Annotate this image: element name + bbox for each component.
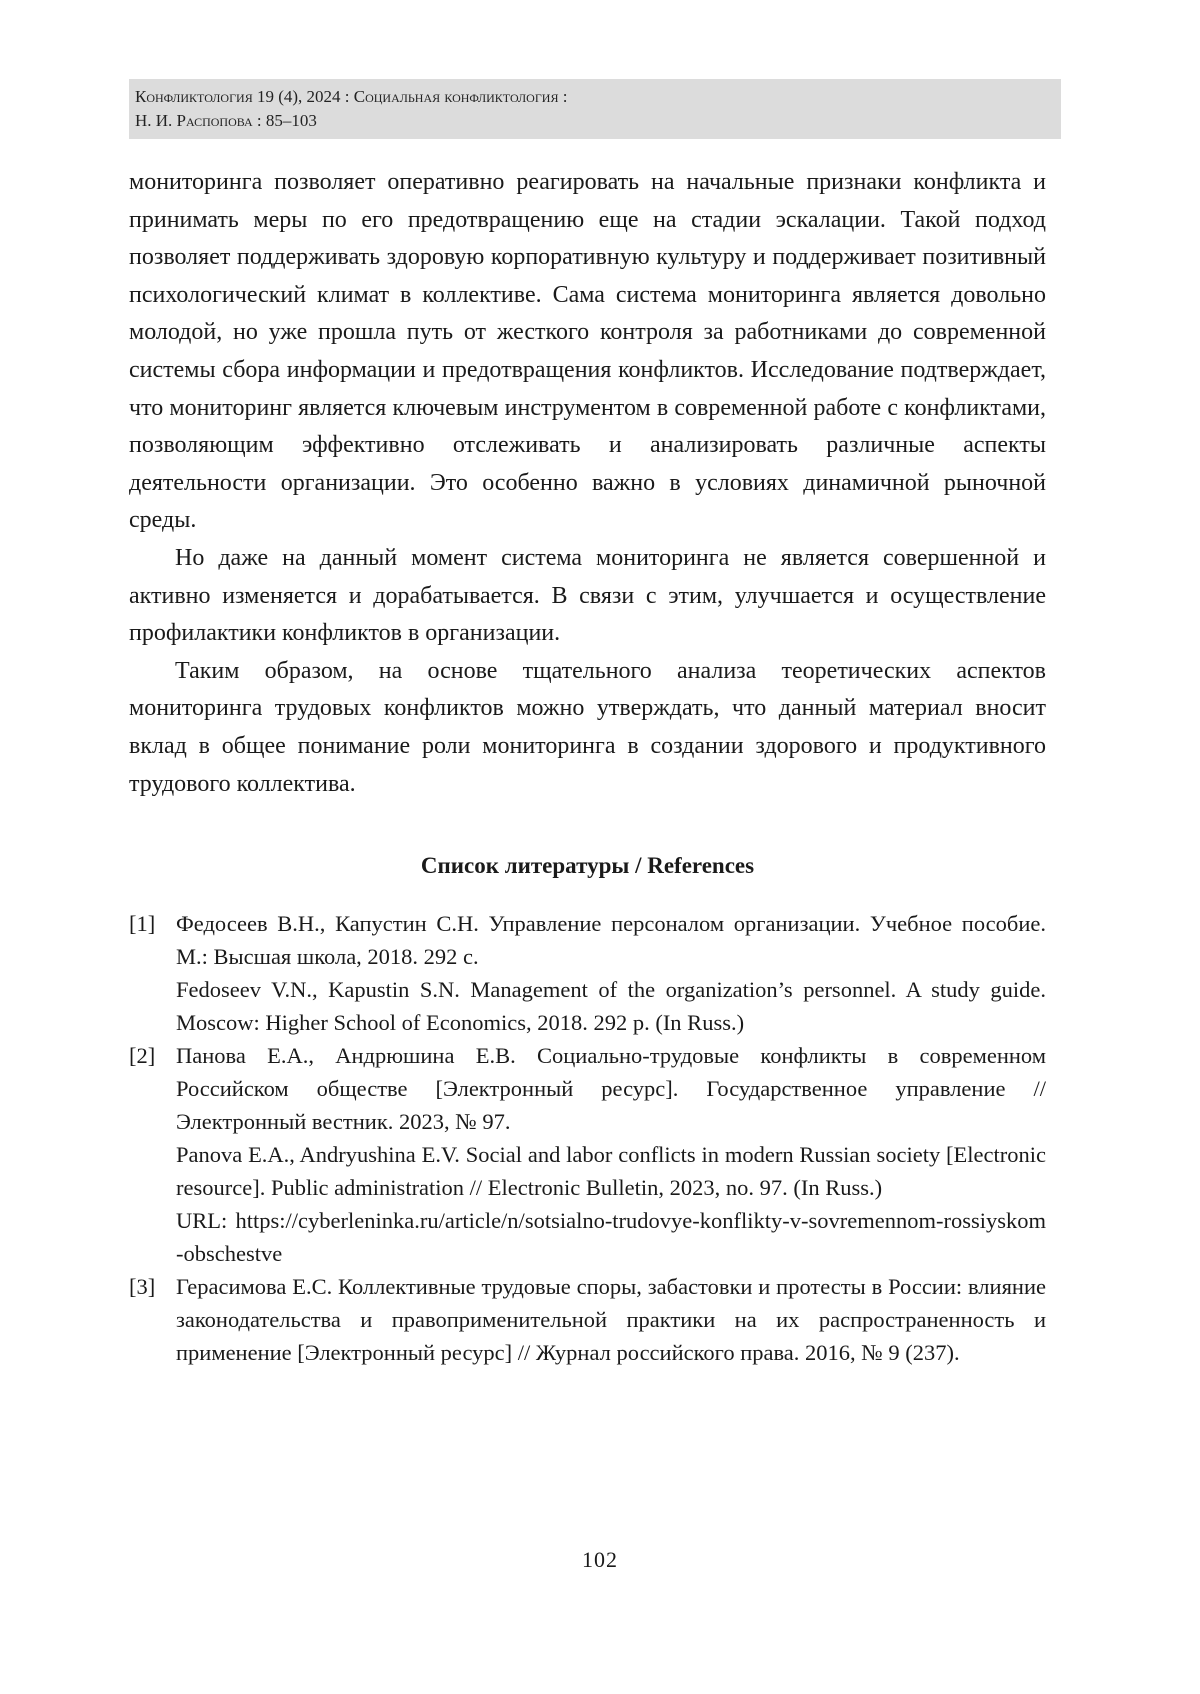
reference-ru: Герасимова Е.С. Коллективные трудовые споры, забастовки и протесты в России: влияние законодательства и правоприменительной практики на их распространенность и применение [Электронный ресурс] // Журнал российского права. 2016, № 9 (237). (176, 1274, 1046, 1366)
reference-ru: Панова Е.А., Андрюшина Е.В. Социально-трудовые конфликты в современном Российском обществе [Электронный ресурс]. Государственное управление // Электронный вестник. 2023, № 97. (176, 1043, 1046, 1135)
body-paragraph-1: мониторинга позволяет оперативно реагировать на начальные признаки конфликта и принимать меры по его предотвращению еще на стадии эскалации. Такой подход позволяет поддерживать здоровую корпоративную культуру и поддерживает позитивный психологический климат в коллективе. Сама система мониторинга является довольно молодой, но уже прошла путь от жесткого контроля за работниками до современной системы сбора информации и предотвращения конфликтов. Исследование подтверждает, что мониторинг является ключевым инструментом в современной работе с конфликтами, позволяющим эффективно отслеживать и анализировать различные аспекты деятельности организации. Это особенно важно в условиях динамичной рыночной среды. (129, 169, 1046, 534)
reference-item-3 (129, 1270, 1046, 1369)
body-paragraph-2: Но даже на данный момент система мониторинга не является совершенной и активно изменяется и дорабатывается. В связи с этим, улучшается и осуществление профилактики конфликтов в организации. (129, 544, 1046, 647)
body-paragraph-3: Таким образом, на основе тщательного анализа теоретических аспектов мониторинга трудовых конфликтов можно утверждать, что данный материал вносит вклад в общее понимание роли мониторинга в создании здорового и продуктивного трудового коллектива. (129, 657, 1046, 797)
reference-ru: Федосеев В.Н., Капустин С.Н. Управление персоналом организации. Учебное пособие. М.: Высшая школа, 2018. 292 с. (176, 911, 1046, 970)
reference-item-2 (129, 1039, 1046, 1270)
reference-number: [3] (129, 1274, 156, 1300)
reference-url-link[interactable]: URL: https://cyberleninka.ru/article/n/sotsialno-trudovye-konflikty-v-sovremennom-rossiyskom-obschestve (176, 1208, 1046, 1267)
reference-item-1 (129, 907, 1046, 1039)
page-number: 102 (582, 1547, 618, 1572)
article-body (129, 164, 1046, 1369)
reference-en: Fedoseev V.N., Kapustin S.N. Management of the organization’s personnel. A study guide. Moscow: Higher School of Economics, 2018. 292 p. (In Russ.) (176, 977, 1046, 1036)
references-list (129, 907, 1046, 1369)
reference-number: [1] (129, 911, 156, 937)
reference-number: [2] (129, 1043, 156, 1069)
running-header-journal: Конфликтология 19 (4), 2024 : Социальная конфликтология : (135, 87, 568, 106)
running-header-author: Н. И. Распопова : 85–103 (135, 111, 317, 130)
reference-en: Panova E.A., Andryushina E.V. Social and labor conflicts in modern Russian society [Electronic resource]. Public administration // Electronic Bulletin, 2023, no. 97. (In Russ.) (176, 1142, 1046, 1201)
running-header (129, 79, 1061, 139)
references-heading: Список литературы / References (420, 853, 755, 879)
